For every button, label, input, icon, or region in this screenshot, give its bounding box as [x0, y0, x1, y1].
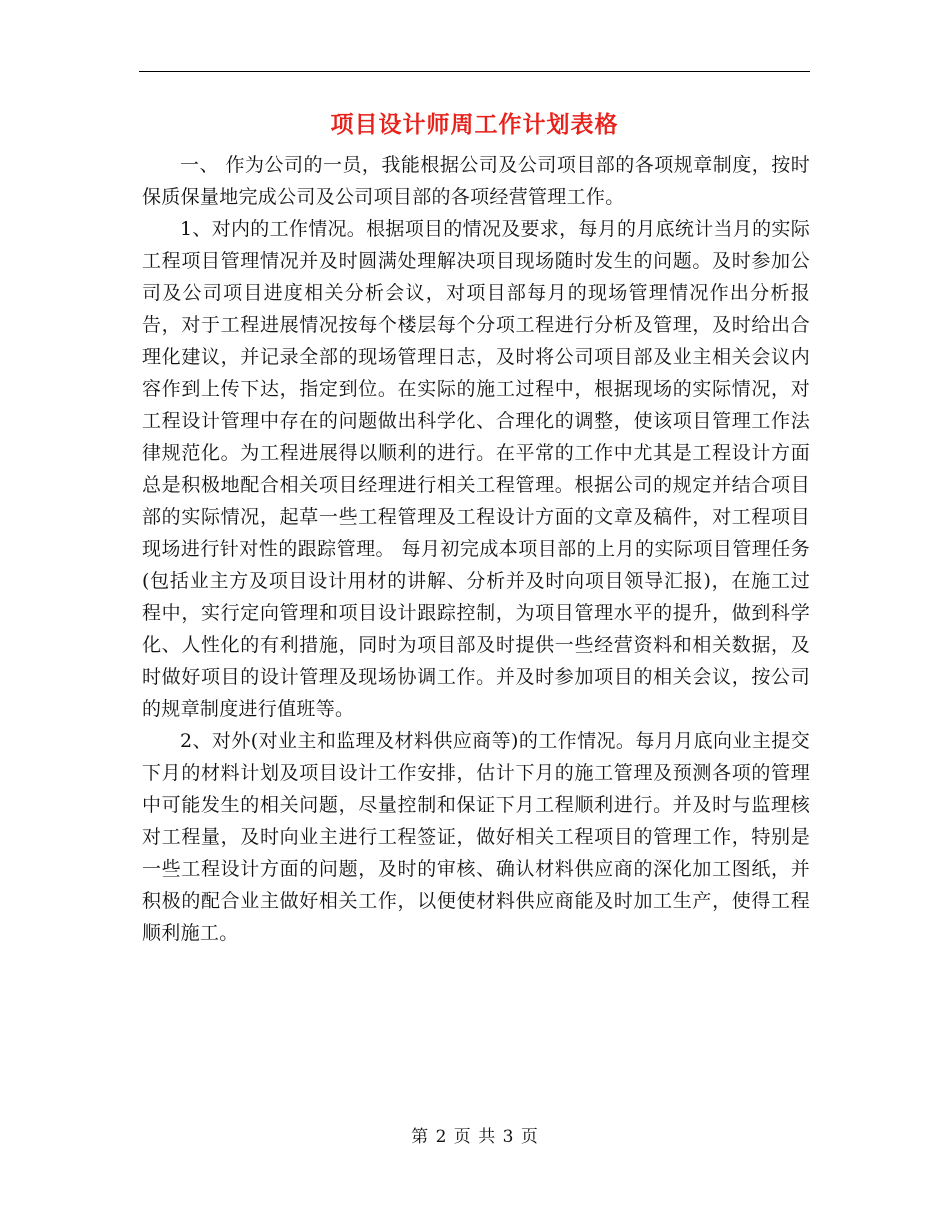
document-title: 项目设计师周工作计划表格: [330, 111, 619, 138]
header-rule: [139, 71, 810, 72]
paragraph-internal-work: 1、对内的工作情况。根据项目的情况及要求，每月的月底统计当月的实际工程项目管理情况并及时圆满处理解决项目现场随时发生的问题。及时参加公司及公司项目进度相关分析会议，对项目部每月的现场管理情况作出分析报告，对于工程进展情况按每个楼层每个分项工程进行分析及管理，及时给出合理化建议，并记录全部的现场管理日志，及时将公司项目部及业主相关会议内容作到上传下达，指定到位。在实际的施工过程中，根据现场的实际情况，对工程设计管理中存在的问题做出科学化、合理化的调整，使该项目管理工作法律规范化。为工程进展得以顺利的进行。在平常的工作中尤其是工程设计方面总是积极地配合相关项目经理进行相关工程管理。根据公司的规定并结合项目部的实际情况，起草一些工程管理及工程设计方面的文章及稿件，对工程项目现场进行针对性的跟踪管理。 每月初完成本项目部的上月的实际项目管理任务(包括业主方及项目设计用材的讲解、分析并及时向项目领导汇报)，在施工过程中，实行定向管理和项目设计跟踪控制，为项目管理水平的提升，做到科学化、人性化的有利措施，同时为项目部及时提供一些经营资料和相关数据，及时做好项目的设计管理及现场协调工作。并及时参加项目的相关会议，按公司的规章制度进行值班等。: [142, 218, 810, 720]
paragraph-intro: 一、 作为公司的一员，我能根据公司及公司项目部的各项规章制度，按时保质保量地完成公司及公司项目部的各项经营管理工作。: [142, 154, 810, 208]
document-body: [142, 149, 810, 949]
page-number-footer: 第 2 页 共 3 页: [411, 1127, 539, 1147]
paragraph-external-work: 2、对外(对业主和监理及材料供应商等)的工作情况。每月月底向业主提交下月的材料计划及项目设计工作安排，估计下月的施工管理及预测各项的管理中可能发生的相关问题，尽量控制和保证下月工程顺利进行。并及时与监理核对工程量，及时向业主进行工程签证，做好相关工程项目的管理工作，特别是一些工程设计方面的问题，及时的审核、确认材料供应商的深化加工图纸，并积极的配合业主做好相关工作，以便使材料供应商能及时加工生产，使得工程顺利施工。: [142, 730, 810, 944]
